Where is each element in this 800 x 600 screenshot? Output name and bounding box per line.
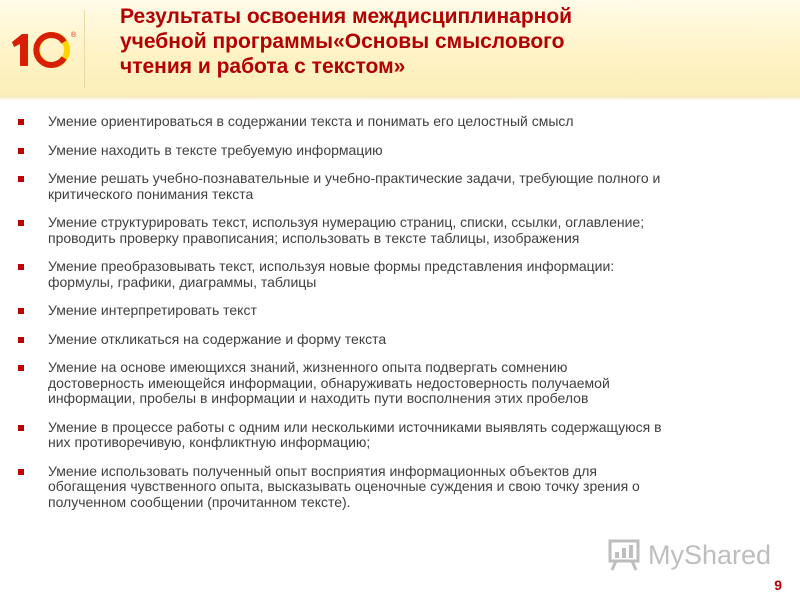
list-item [18,259,793,290]
logo-registered-mark: ® [71,32,77,39]
bullet-square-icon [18,308,24,314]
list-item-text: Умение преобразовывать текст, используя новые формы представления информации: [48,258,615,274]
list-item [18,464,793,511]
myshared-watermark [606,538,776,572]
list-item [18,114,793,130]
slide-title [120,4,720,79]
list-item [18,143,793,159]
list-item-text: Умение на основе имеющихся знаний, жизненного опыта подвергать сомнению [48,359,568,375]
presentation-board-icon [606,538,642,572]
list-item-text: информации, пробелы в информации и находить пути восполнения этих пробелов [48,390,589,406]
bullet-square-icon [18,425,24,431]
list-item-text: Умение откликаться на содержание и форму текста [48,330,387,347]
title-line: Результаты освоения междисциплинарной [120,5,573,28]
outcomes-list [18,114,793,523]
list-item-text: Умение находить в тексте требуемую информацию [48,141,383,158]
list-item-text: Умение решать учебно-познавательные и учебно-практические задачи, требующие полного и [48,170,661,186]
logo-1-digit [12,34,28,66]
bullet-square-icon [18,337,24,343]
bullet-square-icon [18,365,24,371]
bullet-square-icon [18,119,24,125]
title-divider [84,10,85,88]
title-line: учебной программы«Основы смыслового [120,30,565,53]
header-divider [0,96,800,100]
list-item [18,420,793,451]
logo-c-letter [36,35,64,65]
bullet-square-icon [18,220,24,226]
list-item-text: обогащения чувственного опыта, высказывать оценочные суждения и свою точку зрения о [48,478,640,494]
list-item-text: формулы, графики, диаграммы, таблицы [48,273,317,290]
list-item [18,171,793,202]
list-item [18,360,793,407]
list-item [18,303,793,319]
list-item-text: Умение ориентироваться в содержании текста и понимать его целостный смысл [48,113,574,129]
list-item-text: Умение структурировать текст, используя нумерацию страниц, списки, ссылки, оглавление; [48,214,645,230]
bullet-square-icon [18,176,24,182]
bullet-square-icon [18,469,24,475]
list-item [18,215,793,246]
1c-logo [8,28,80,72]
page-number: 9 [774,577,782,593]
list-item-text: проводить проверку правописания; использовать в тексте таблицы, изображения [48,229,580,246]
watermark-text: MyShared [648,540,772,570]
list-item-text: них противоречивую, конфликтную информацию; [48,434,371,450]
list-item-text: Умение в процессе работы с одним или несколькими источниками выявлять содержащуюся в [48,418,662,435]
bullet-square-icon [18,148,24,154]
list-item-text: достоверность имеющейся информации, обнаруживать недостоверность получаемой [48,374,610,391]
title-line: чтения и работа с текстом» [120,55,406,78]
list-item-text: критического понимания текста [48,185,254,202]
list-item-text: Умение интерпретировать текст [48,302,257,318]
list-item-text: Умение использовать полученный опыт восприятия информационных объектов для [48,462,598,479]
list-item [18,332,793,348]
list-item-text: полученном сообщении (прочитанном тексте). [48,493,351,510]
bullet-square-icon [18,264,24,270]
